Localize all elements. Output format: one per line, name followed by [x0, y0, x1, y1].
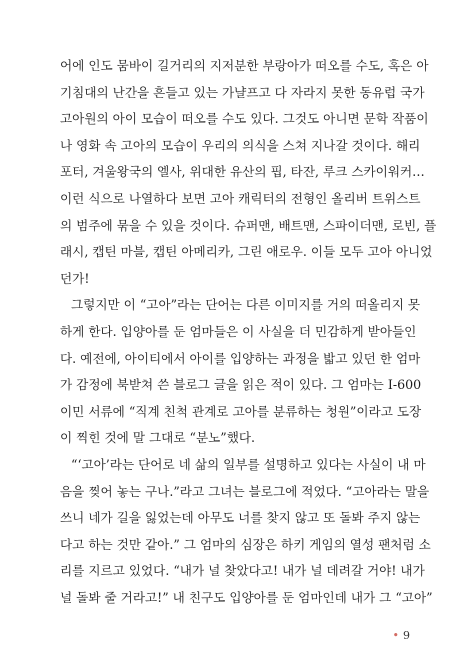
- text-line: 기침대의 난간을 흔들고 있는 가냘프고 다 자라지 못한 동유럽 국가: [60, 84, 425, 100]
- text-line: 리를 지르고 있었다. “내가 널 찾았다고! 내가 널 데려갈 거야! 내가: [60, 563, 425, 579]
- page-number-value: 9: [403, 629, 410, 642]
- text-line: 어에 인도 뭄바이 길거리의 지저분한 부랑아가 떠오를 수도, 혹은 아: [60, 58, 429, 73]
- text-line: 의 범주에 묶을 수 있을 것이다. 슈퍼맨, 배트맨, 스파이더맨, 로빈, 플: [60, 217, 437, 233]
- text-line: 래시, 캡틴 마블, 캡틴 아메리카, 그린 애로우. 이들 모두 고아 아니었: [60, 244, 433, 260]
- text-line: 고아원의 아이 모습이 떠오를 수도 있다. 그것도 아니면 문학 작품이: [60, 111, 429, 127]
- text-line: 쓰니 네가 길을 잃었는데 아무도 너를 찾지 않고 또 돌봐 주지 않는: [60, 510, 421, 526]
- text-line: 나 영화 속 고아의 모습이 우리의 의식을 스쳐 지나갈 것이다. 해리: [60, 137, 421, 153]
- text-line: “‘고아’라는 단어로 네 삶의 일부를 설명하고 있다는 사실이 내 마: [71, 456, 426, 472]
- text-line: 하게 한다. 입양아를 둔 엄마들은 이 사실을 더 민감하게 받아들인: [60, 323, 417, 339]
- text-line: 이민 서류에 “직계 친척 관계로 고아를 분류하는 청원”이라고 도장: [60, 403, 422, 419]
- text-line: 그렇지만 이 “고아”라는 단어는 다른 이미지를 거의 떠올리지 못: [71, 297, 421, 313]
- text-line: 이런 식으로 나열하다 보면 고아 캐릭터의 전형인 올리버 트위스트: [60, 190, 421, 206]
- body-text: [60, 53, 437, 611]
- text-line: 이 찍힌 것에 말 그대로 “분노”했다.: [60, 430, 256, 446]
- text-line: 포터, 겨울왕국의 엘사, 위대한 유산의 핍, 타잔, 루크 스카이워커…: [60, 164, 425, 180]
- page-number: [393, 629, 411, 642]
- text-line: 다고 하는 것만 같아.” 그 엄마의 심장은 하키 게임의 열성 팬처럼 소: [60, 536, 431, 552]
- text-line: 널 돌봐 줄 거라고!” 내 친구도 입양아를 둔 엄마인데 내가 그 “고아”: [60, 589, 433, 605]
- text-line: 가 감정에 북받쳐 쓴 블로그 글을 읽은 적이 있다. 그 엄마는 I-600: [60, 377, 422, 393]
- text-line: 음을 찢어 놓는 구나.”라고 그녀는 블로그에 적었다. “고아라는 말을: [60, 483, 430, 499]
- text-line: 다. 예전에, 아이티에서 아이를 입양하는 과정을 밟고 있던 한 엄마: [60, 350, 421, 366]
- bullet-dot-icon: •: [392, 629, 399, 642]
- text-line: 던가!: [60, 270, 90, 286]
